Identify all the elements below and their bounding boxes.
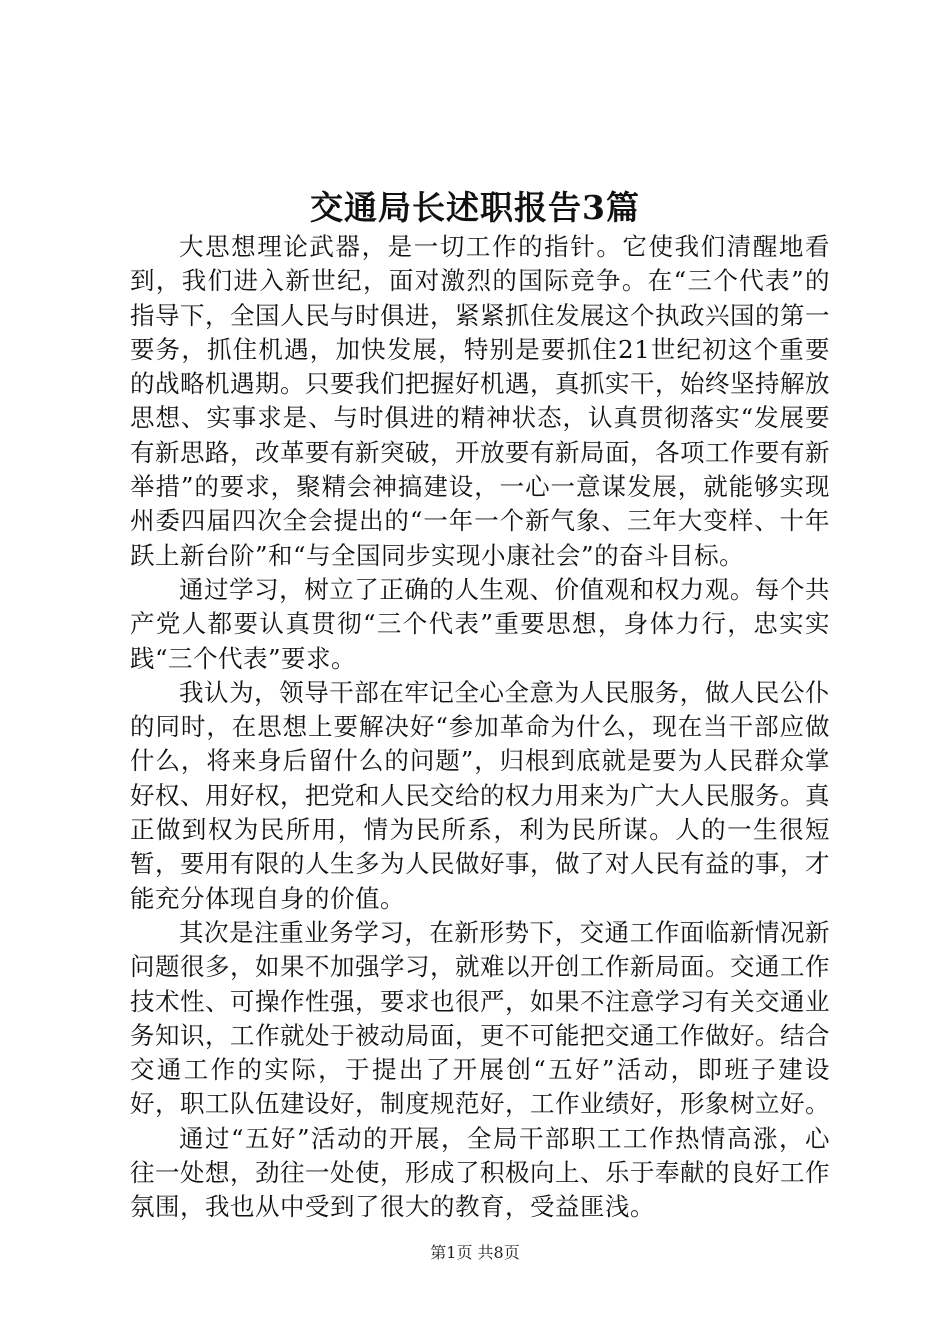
document-title: 交通局长述职报告3篇 (310, 188, 640, 227)
paragraph-2: 通过学习，树立了正确的人生观、价值观和权力观。每个共产党人都要认真贯彻“三个代表”重要思想，身体力行，忠实实践“三个代表”要求。 (130, 574, 830, 673)
paragraph-1: 大思想理论武器，是一切工作的指针。它使我们清醒地看到，我们进入新世纪，面对激烈的国际竞争。在“三个代表”的指导下，全国人民与时俱进，紧紧抓住发展这个执政兴国的第一要务，抓住机遇，加快发展，特别是要抓住21世纪初这个重要的战略机遇期。只要我们把握好机遇，真抓实干，始终坚持解放思想、实事求是、与时俱进的精神状态，认真贯彻落实“发展要有新思路，改革要有新突破，开放要有新局面，各项工作要有新举措”的要求，聚精会神搞建设，一心一意谋发展，就能够实现州委四届四次全会提出的“一年一个新气象、三年大变样、十年跃上新台阶”和“与全国同步实现小康社会”的奋斗目标。 (130, 232, 830, 570)
paragraph-5: 通过“五好”活动的开展，全局干部职工工作热情高涨，心往一处想，劲往一处使，形成了积极向上、乐于奉献的良好工作氛围，我也从中受到了很大的教育，受益匪浅。 (130, 1123, 830, 1222)
page-footer: 第1页 共8页 (430, 1243, 520, 1262)
paragraph-4: 其次是注重业务学习，在新形势下，交通工作面临新情况新问题很多，如果不加强学习，就难以开创工作新局面。交通工作技术性、可操作性强，要求也很严，如果不注意学习有关交通业务知识，工作就处于被动局面，更不可能把交通工作做好。结合交通工作的实际，于提出了开展创“五好”活动，即班子建设好，职工队伍建设好，制度规范好，工作业绩好，形象树立好。 (130, 917, 830, 1119)
paragraph-3: 我认为，领导干部在牢记全心全意为人民服务，做人民公仆的同时，在思想上要解决好“参加革命为什么，现在当干部应做什么，将来身后留什么的问题”，归根到底就是要为人民群众掌好权、用好权，把党和人民交给的权力用来为广大人民服务。真正做到权为民所用，情为民所系，利为民所谋。人的一生很短暂，要用有限的人生多为人民做好事，做了对人民有益的事，才能充分体现自身的价值。 (130, 677, 830, 913)
document-body (130, 230, 830, 1225)
